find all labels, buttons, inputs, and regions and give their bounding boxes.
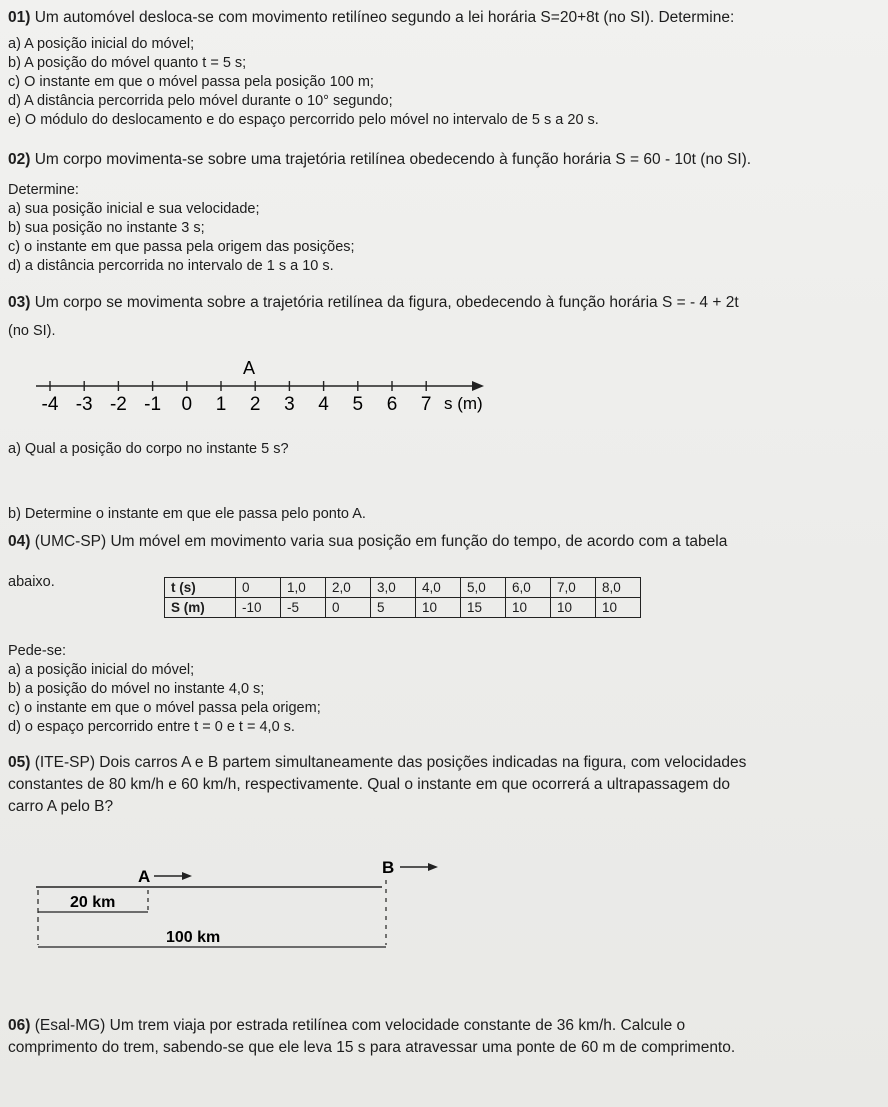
- q6-line-1: [8, 1017, 685, 1035]
- q4-table-cell: 7,0: [551, 578, 596, 598]
- q5-car-b-arrow-head: [428, 863, 438, 871]
- q4-table-cell: 10: [416, 598, 461, 618]
- q4-item-b: b) a posição do móvel no instante 4,0 s;: [8, 681, 265, 697]
- q1-item-d: d) A distância percorrida pelo móvel durante o 10° segundo;: [8, 93, 393, 109]
- q5-line-1-text: (ITE-SP) Dois carros A e B partem simultaneamente das posições indicadas na figura, com velocidades: [34, 754, 747, 771]
- q3-axis-tick-label: 7: [420, 394, 432, 415]
- q4-table-cell: 3,0: [371, 578, 416, 598]
- q5-figure: [0, 850, 460, 960]
- q3-axis-tick-label: 6: [386, 394, 398, 415]
- q4-table-cell: 5: [371, 598, 416, 618]
- q4-item-a: a) a posição inicial do móvel;: [8, 662, 195, 678]
- q4-table-cell: 10: [596, 598, 641, 618]
- q2-item-a: a) sua posição inicial e sua velocidade;: [8, 201, 260, 217]
- q4-table-row-time: [165, 578, 641, 598]
- q3-item-a: a) Qual a posição do corpo no instante 5 s?: [8, 441, 289, 457]
- q4-table-cell: 10: [551, 598, 596, 618]
- q5-car-a-arrow-head: [182, 872, 192, 880]
- q1-prompt: [8, 9, 734, 27]
- q2-item-c: c) o instante em que passa pela origem das posições;: [8, 239, 355, 255]
- q3-number-line: [0, 352, 500, 432]
- q3-axis-tick-label: -2: [109, 394, 127, 415]
- q4-table-cell: 4,0: [416, 578, 461, 598]
- q5-number: 05): [8, 754, 35, 771]
- q5-car-a-label: A: [138, 867, 151, 886]
- q3-axis-tick-label: 4: [318, 394, 329, 415]
- q4-table-cell: 15: [461, 598, 506, 618]
- q4-prompt: [8, 533, 727, 551]
- q3-axis-tick-label: -4: [41, 394, 59, 415]
- q4-table-cell: 1,0: [281, 578, 326, 598]
- q1-item-c: c) O instante em que o móvel passa pela posição 100 m;: [8, 74, 374, 90]
- q3-prompt-text: Um corpo se movimenta sobre a trajetória retilínea da figura, obedecendo à função horária S = - 4 + 2t: [34, 294, 739, 311]
- q5-car-b-label: B: [382, 858, 395, 877]
- q2-number: 02): [8, 151, 35, 168]
- q4-table-cell: -10: [236, 598, 281, 618]
- q2-prompt: [8, 151, 751, 169]
- q2-determine: Determine:: [8, 182, 79, 198]
- q3-number: 03): [8, 294, 35, 311]
- q6-line-2: comprimento do trem, sabendo-se que ele leva 15 s para atravessar uma ponte de 60 m de comprimento.: [8, 1039, 736, 1056]
- q1-number: 01): [8, 9, 35, 26]
- q3-axis-arrow-head: [472, 381, 484, 391]
- q4-item-d: d) o espaço percorrido entre t = 0 e t = 4,0 s.: [8, 719, 295, 735]
- q3-axis-unit: s (m): [444, 394, 483, 413]
- q4-pede: Pede-se:: [8, 643, 67, 659]
- q4-table-head-position: S (m): [165, 598, 236, 618]
- q4-number: 04): [8, 533, 35, 550]
- q3-axis-tick-label: 2: [249, 394, 261, 415]
- q1-item-a: a) A posição inicial do móvel;: [8, 36, 195, 52]
- q1-item-e: e) O módulo do deslocamento e do espaço percorrido pelo móvel no intervalo de 5 s a 20 s.: [8, 112, 599, 128]
- q4-table-cell: 6,0: [506, 578, 551, 598]
- q4-table-cell: 5,0: [461, 578, 506, 598]
- q4-table-cell: 2,0: [326, 578, 371, 598]
- q5-distance-2: 100 km: [166, 929, 221, 946]
- q5-line-2: constantes de 80 km/h e 60 km/h, respectivamente. Qual o instante em que ocorrerá a ultrapassagem do: [8, 776, 731, 793]
- q4-table-head-time: t (s): [165, 578, 236, 598]
- q2-item-d: d) a distância percorrida no intervalo de 1 s a 10 s.: [8, 258, 334, 274]
- q2-item-b: b) sua posição no instante 3 s;: [8, 220, 205, 236]
- q3-axis-tick-label: 1: [215, 394, 227, 415]
- q3-axis-tick-label: 5: [352, 394, 364, 415]
- q6-line-1-text: (Esal-MG) Um trem viaja por estrada retilínea com velocidade constante de 36 km/h. Calcule o: [34, 1017, 686, 1034]
- q4-item-c: c) o instante em que o móvel passa pela origem;: [8, 700, 321, 716]
- q4-table-cell: -5: [281, 598, 326, 618]
- q4-prompt-cont: abaixo.: [8, 574, 55, 590]
- q5-distance-1: 20 km: [70, 894, 116, 911]
- q1-prompt-text: Um automóvel desloca-se com movimento retilíneo segundo a lei horária S=20+8t (no SI). Determine:: [34, 9, 735, 26]
- q4-prompt-text: (UMC-SP) Um móvel em movimento varia sua posição em função do tempo, de acordo com a tabela: [34, 533, 728, 550]
- q5-line-3: carro A pelo B?: [8, 798, 114, 815]
- q3-axis-tick-label: 3: [284, 394, 295, 415]
- q1-item-b: b) A posição do móvel quanto t = 5 s;: [8, 55, 247, 71]
- q3-axis-tick-label: -1: [144, 394, 162, 415]
- q4-table-cell: 0: [236, 578, 281, 598]
- q5-line-1: [8, 754, 746, 772]
- q6-number: 06): [8, 1017, 35, 1034]
- q4-table-cell: 8,0: [596, 578, 641, 598]
- q3-axis-tick-label: 0: [181, 394, 193, 415]
- q3-axis-tick-label: -3: [75, 394, 93, 415]
- q4-table-cell: 10: [506, 598, 551, 618]
- q2-prompt-text: Um corpo movimenta-se sobre uma trajetória retilínea obedecendo à função horária S = 60 - 10t (no SI).: [34, 151, 752, 168]
- q3-prompt: [8, 294, 739, 312]
- q3-item-b: b) Determine o instante em que ele passa pelo ponto A.: [8, 506, 366, 522]
- q4-table-cell: 0: [326, 598, 371, 618]
- q3-point-a-label: A: [243, 358, 256, 378]
- q3-prompt-cont: (no SI).: [8, 323, 56, 339]
- q4-table-row-position: [165, 598, 641, 618]
- q4-table: [164, 577, 641, 618]
